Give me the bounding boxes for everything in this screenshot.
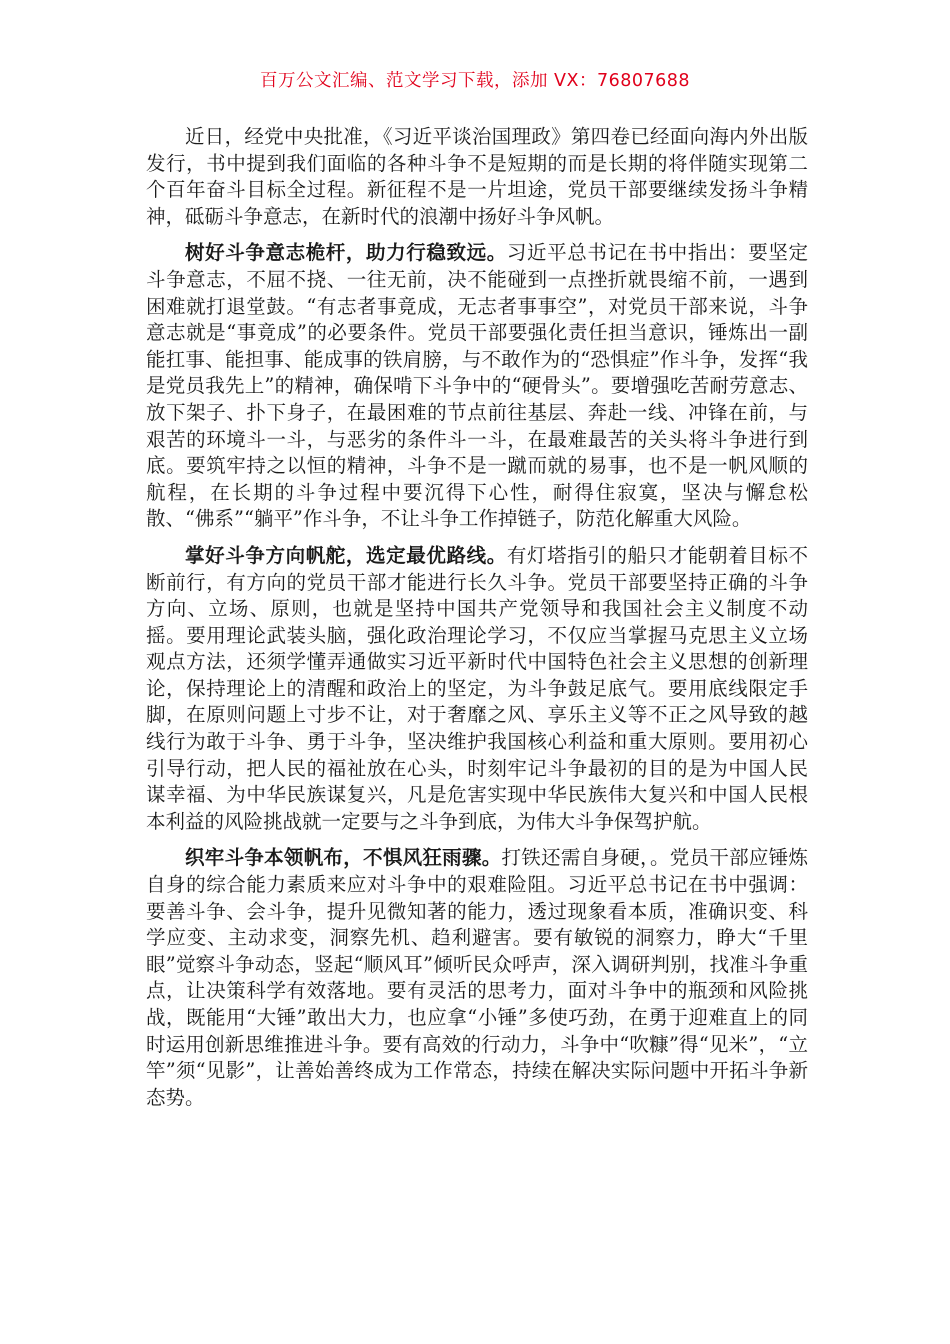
paragraph-text: 近日，经党中央批准，《习近平谈治国理政》第四卷已经面向海内外出版发行，书中提到我们面临的各种斗争不是短期的而是长期的将伴随实现第二个百年奋斗目标全过程。新征程不是一片坦途，党员干部要继续发扬斗争精神，砥砺斗争意志，在新时代的浪潮中扬好斗争风帆。 xyxy=(146,125,808,228)
paragraph-direction xyxy=(146,543,808,836)
article-body xyxy=(146,124,808,1121)
paragraph-text: 打铁还需自身硬，。党员干部应锤炼自身的综合能力素质来应对斗争中的艰难险阻。习近平总书记在书中强调：要善斗争、会斗争，提升见微知著的能力，透过现象看本质，准确识变、科学应变、主动求变，洞察先机、趋利避害。要有敏锐的洞察力，睁大“千里眼”觉察斗争动态，竖起“顺风耳”倾听民众呼声，深入调研判别，找准斗争重点，让决策科学有效落地。要有灵活的思考力，面对斗争中的瓶颈和风险挑战，既能用“大锤”敢出大力，也应拿“小锤”多使巧劲，在勇于迎难直上的同时运用创新思维推进斗争。要有高效的行动力，斗争中“吹糠”得“见米”，“立竿”须“见影”，让善始善终成为工作常态，持续在解决实际问题中开拓斗争新态势。 xyxy=(146,846,808,1109)
paragraph-heading: 织牢斗争本领帆布，不惧风狂雨骤。 xyxy=(185,846,502,870)
paragraph-ability xyxy=(146,845,808,1111)
paragraph-heading: 树好斗争意志桅杆，助力行稳致远。 xyxy=(185,241,507,265)
paragraph-will xyxy=(146,240,808,533)
paragraph-text: 有灯塔指引的船只才能朝着目标不断前行，有方向的党员干部才能进行长久斗争。党员干部要坚持正确的斗争方向、立场、原则，也就是坚持中国共产党领导和我国社会主义制度不动摇。要用理论武装头脑，强化政治理论学习，不仅应当掌握马克思主义立场观点方法，还须学懂弄通做实习近平新时代中国特色社会主义思想的创新理论，保持理论上的清醒和政治上的坚定，为斗争鼓足底气。要用底线限定手脚，在原则问题上寸步不让，对于奢靡之风、享乐主义等不正之风导致的越线行为敢于斗争、勇于斗争，坚决维护我国核心利益和重大原则。要用初心引导行动，把人民的福祉放在心头，时刻牢记斗争最初的目的是为中国人民谋幸福、为中华民族谋复兴，凡是危害实现中华民族伟大复兴和中国人民根本利益的风险挑战就一定要与之斗争到底，为伟大斗争保驾护航。 xyxy=(146,543,808,833)
paragraph-heading: 掌好斗争方向帆舵，选定最优路线。 xyxy=(185,543,507,567)
paragraph-text: 习近平总书记在书中指出：要坚定斗争意志，不屈不挠、一往无前，决不能碰到一点挫折就畏缩不前，一遇到困难就打退堂鼓。“有志者事竟成，无志者事事空”，对党员干部来说，斗争意志就是“事竟成”的必要条件。党员干部要强化责任担当意识，锤炼出一副能扛事、能担事、能成事的铁肩膀，与不敢作为的“恐惧症”作斗争，发挥“我是党员我先上”的精神，确保啃下斗争中的“硬骨头”。要增强吃苦耐劳意志、放下架子、扑下身子，在最困难的节点前往基层、奔赴一线、冲锋在前，与艰苦的环境斗一斗，与恶劣的条件斗一斗，在最难最苦的关头将斗争进行到底。要筑牢持之以恒的精神，斗争不是一蹴而就的易事，也不是一帆风顺的航程，在长期的斗争过程中要沉得下心性，耐得住寂寞，坚决与懈怠松散、“佛系”“躺平”作斗争，不让斗争工作掉链子，防范化解重大风险。 xyxy=(146,241,808,531)
page-header-watermark: 百万公文汇编、范文学习下载，添加 VX：76807688 xyxy=(259,71,691,91)
paragraph-intro xyxy=(146,124,808,230)
